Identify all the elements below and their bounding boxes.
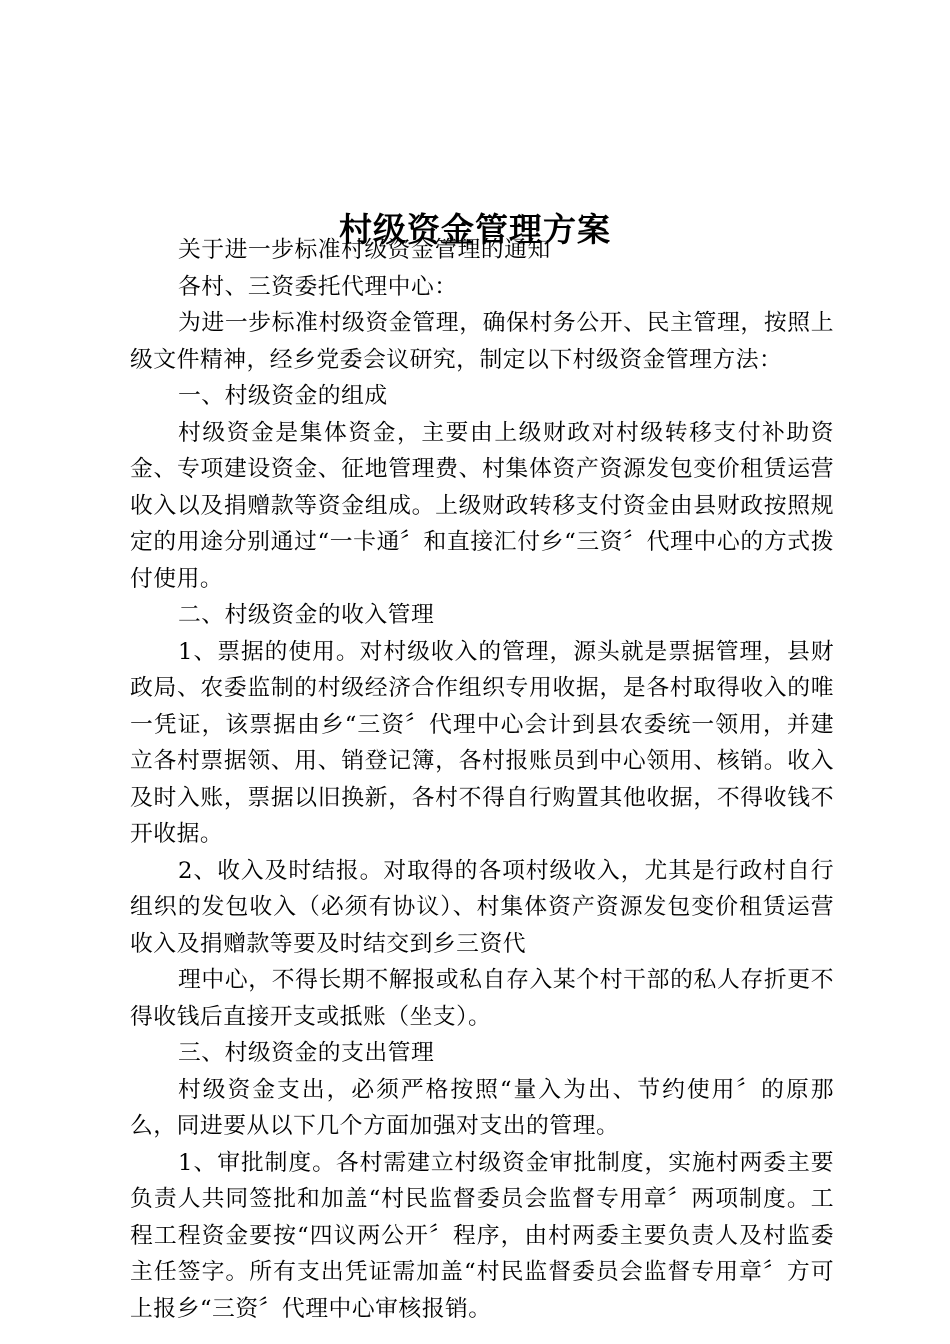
document-body [130, 232, 834, 1327]
notice-heading: 关于进一步标准村级资金管理的通知 [178, 237, 551, 263]
section-3-paragraph: 村级资金支出，必须严格按照“量入为出、节约使用〞的原那么，同进要从以下几个方面加强对支出的管理。 [130, 1076, 834, 1139]
section-2-item-1: 1、票据的使用。对村级收入的管理，源头就是票据管理，县财政局、农委监制的村级经济合作组织专用收据，是各村取得收入的唯一凭证，该票据由乡“三资〞代理中心会计到县农委统一领用，并建立各村票据领、用、销登记簿，各村报账员到中心领用、核销。收入及时入账，票据以旧换新，各村不得自行购置其他收据，不得收钱不开收据。 [130, 638, 834, 847]
salutation: 各村、三资委托代理中心： [178, 273, 458, 300]
section-heading-1: 一、村级资金的组成 [178, 383, 388, 409]
document-title: 村级资金管理方案 [339, 210, 611, 250]
section-1-paragraph: 村级资金是集体资金，主要由上级财政对村级转移支付补助资金、专项建设资金、征地管理费、村集体资产资源发包变价租赁运营收入以及捐赠款等资金组成。上级财政转移支付资金由县财政按照规定的用途分别通过“一卡通〞和直接汇付乡“三资〞代理中心的方式拨付使用。 [130, 419, 834, 592]
section-3-item-1: 1、审批制度。各村需建立村级资金审批制度，实施村两委主要负责人共同签批和加盖“村民监督委员会监督专用章〞两项制度。工程工程资金要按“四议两公开〞程序，由村两委主要负责人及村监委主任签字。所有支出凭证需加盖“村民监督委员会监督专用章〞方可上报乡“三资〞代理中心审核报销。 [130, 1149, 834, 1322]
section-heading-3: 三、村级资金的支出管理 [178, 1040, 435, 1066]
section-2-item-2: 2、收入及时结报。对取得的各项村级收入，尤其是行政村自行组织的发包收入（必须有协议）、村集体资产资源发包变价租赁运营收入及捐赠款等要及时结交到乡三资代 [130, 857, 834, 957]
section-2-item-2-continued: 理中心，不得长期不解报或私自存入某个村干部的私人存折更不得收钱后直接开支或抵账（坐支）。 [130, 967, 834, 1030]
intro-paragraph: 为进一步标准村级资金管理，确保村务公开、民主管理，按照上级文件精神，经乡党委会议研究，制定以下村级资金管理方法： [130, 310, 834, 373]
section-heading-2: 二、村级资金的收入管理 [178, 602, 435, 628]
